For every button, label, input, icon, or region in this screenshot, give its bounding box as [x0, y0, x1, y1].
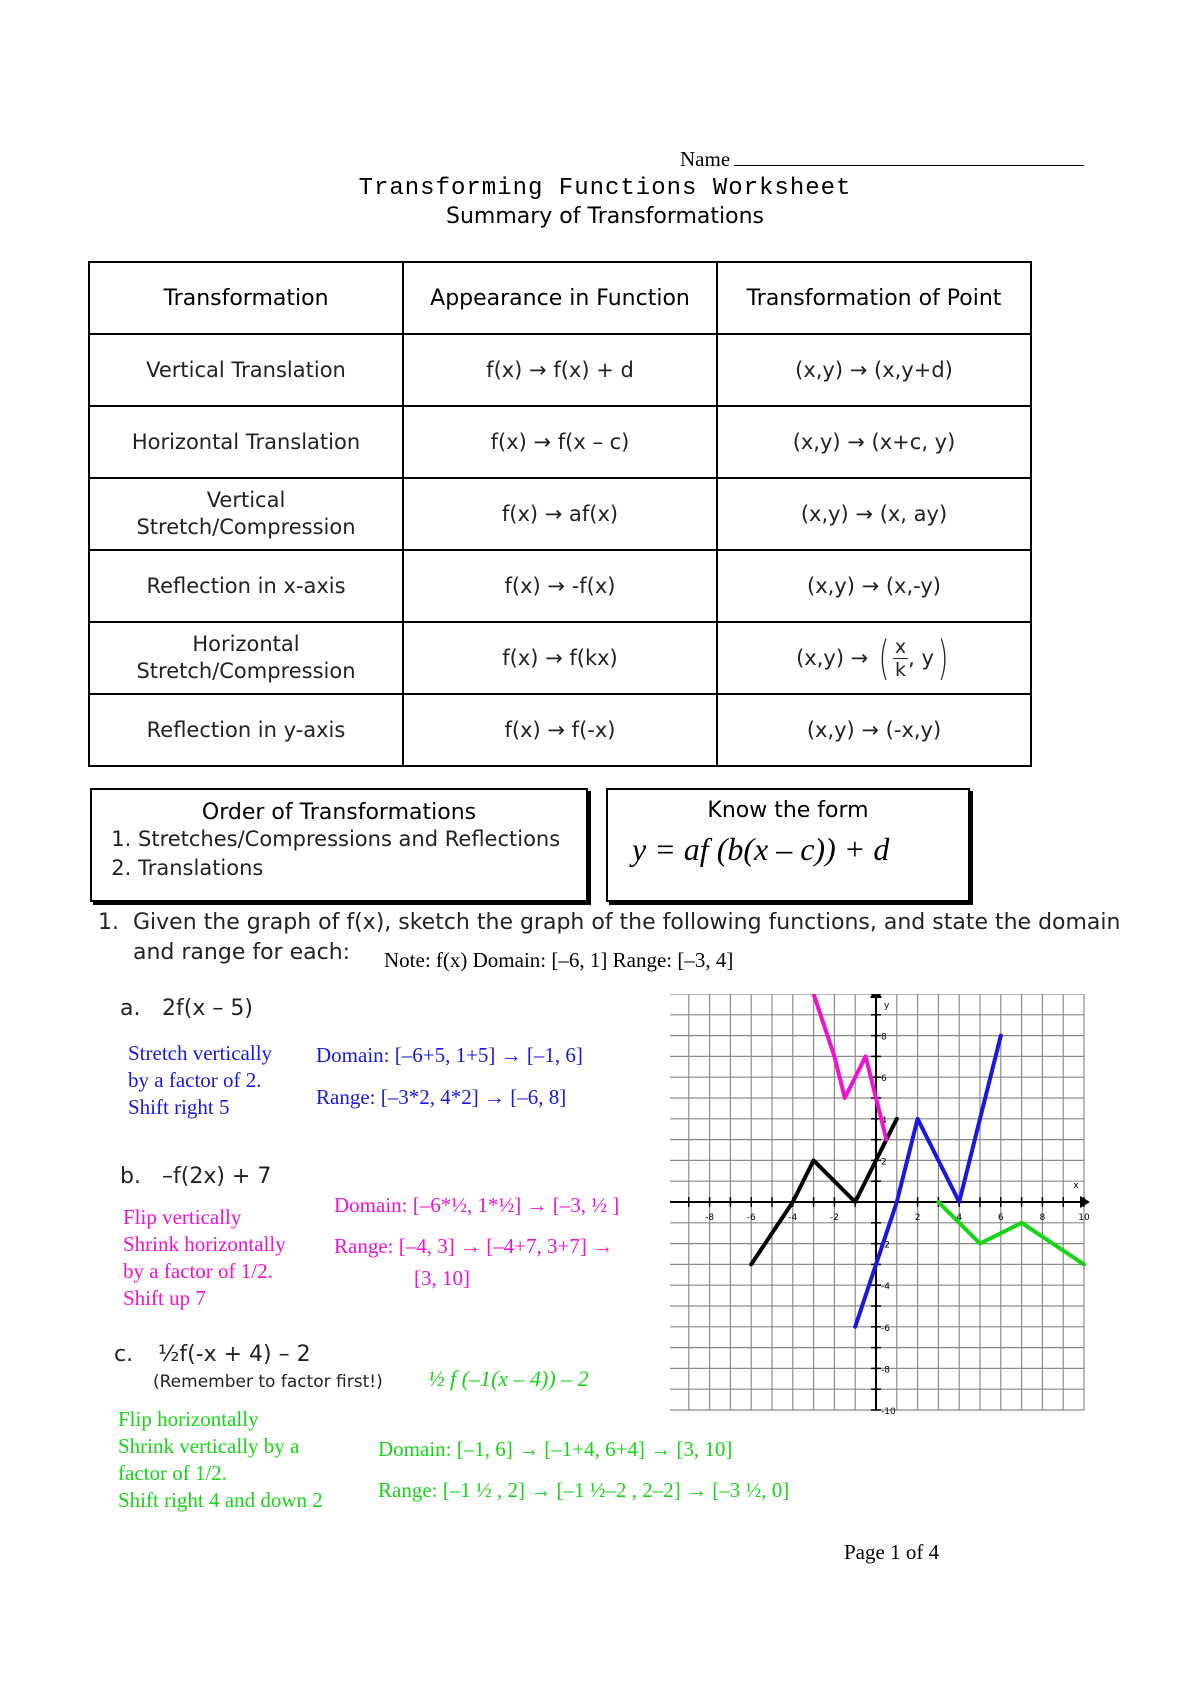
- note-line: Shrink vertically by a: [118, 1434, 300, 1458]
- question-number: 1.: [98, 910, 119, 935]
- header-point: Transformation of Point: [717, 262, 1031, 334]
- left-paren: (: [878, 631, 890, 685]
- part-c-range: Range: [–1 ½ , 2] → [–1 ½–2 , 2–2] → [–3 ½, 0]: [378, 1478, 790, 1502]
- table-row: [89, 550, 1031, 622]
- function-note: Note: f(x) Domain: [–6, 1] Range: [–3, 4]: [384, 948, 734, 972]
- series-line-0: [751, 1119, 897, 1265]
- name-field[interactable]: [680, 145, 1084, 172]
- part-a-range: Range: [–3*2, 4*2] → [–6, 8]: [316, 1085, 567, 1109]
- part-b-range-line1: Range: [–4, 3] → [–4+7, 3+7] →: [334, 1234, 614, 1258]
- part-c-reminder: (Remember to factor first!): [153, 1372, 383, 1392]
- page-number: Page 1 of 4: [844, 1540, 940, 1564]
- cell-appearance: f(x) → f(x – c): [403, 406, 717, 478]
- table-header-row: [89, 262, 1031, 334]
- note-line: Shift right 5: [128, 1095, 230, 1119]
- note-line: Flip horizontally: [118, 1407, 259, 1431]
- cell-appearance: f(x) → f(kx): [403, 622, 717, 694]
- cell-appearance: f(x) → -f(x): [403, 550, 717, 622]
- list-item: 2. Translations: [138, 854, 586, 883]
- worksheet-subtitle: Summary of Transformations: [445, 204, 765, 229]
- x-tick-label: -8: [705, 1213, 715, 1223]
- table-row: [89, 334, 1031, 406]
- cell-point: (x,y) → (x,-y): [717, 550, 1031, 622]
- cell-line: Horizontal: [192, 632, 300, 656]
- note-line: by a factor of 1/2.: [123, 1259, 273, 1283]
- x-tick-label: 2: [914, 1213, 921, 1223]
- note-line: Shift right 4 and down 2: [118, 1488, 323, 1512]
- cell-line: Stretch/Compression: [136, 515, 356, 539]
- x-axis-label: x: [1073, 1181, 1079, 1191]
- part-a-notes: [128, 1040, 272, 1121]
- table-row: [89, 622, 1031, 694]
- y-tick-label: -10: [881, 1407, 896, 1417]
- part-b-notes: [123, 1204, 286, 1312]
- fraction-denominator: k: [895, 658, 907, 681]
- point-prefix: (x,y) →: [796, 645, 869, 670]
- part-b-label: b.: [120, 1164, 141, 1189]
- x-tick-label: 6: [997, 1213, 1004, 1223]
- x-tick-label: -6: [746, 1213, 756, 1223]
- part-c-domain: Domain: [–1, 6] → [–1+4, 6+4] → [3, 10]: [378, 1437, 733, 1461]
- y-tick-label: -8: [881, 1365, 890, 1376]
- name-blank[interactable]: [734, 145, 1084, 166]
- y-tick-label: 4: [881, 1115, 887, 1126]
- y-tick-label: 2: [881, 1157, 887, 1168]
- y-tick-label: 8: [881, 1032, 887, 1043]
- note-line: Stretch vertically: [128, 1041, 273, 1065]
- y-axis-label: y: [884, 1001, 890, 1011]
- header-appearance: Appearance in Function: [403, 262, 717, 334]
- cell-transformation: [89, 478, 403, 550]
- cell-transformation: Reflection in y-axis: [89, 694, 403, 766]
- table-row: [89, 478, 1031, 550]
- y-tick-label: 6: [881, 1074, 887, 1085]
- note-line: by a factor of 2.: [128, 1068, 262, 1092]
- fraction-numerator: x: [894, 635, 907, 658]
- cell-point: [717, 622, 1031, 694]
- y-tick-label: -2: [881, 1240, 890, 1251]
- order-of-transformations-box: [90, 788, 588, 902]
- name-label: Name: [680, 147, 731, 171]
- note-line: Shrink horizontally: [123, 1232, 286, 1256]
- y-tick-label: -4: [881, 1282, 890, 1293]
- x-tick-label: 10: [1078, 1213, 1090, 1223]
- know-the-form-box: [606, 788, 970, 902]
- note-line: factor of 1/2.: [118, 1461, 228, 1485]
- y-tick-label: -6: [881, 1323, 890, 1334]
- question-text-line1: Given the graph of f(x), sketch the graph of the following functions, and state the domain: [133, 910, 1121, 935]
- question-text-line2: and range for each:: [133, 940, 351, 965]
- part-c-factored-form: ½ f (–1(x – 4)) – 2: [428, 1366, 589, 1391]
- header-transformation: Transformation: [89, 262, 403, 334]
- cell-transformation: [89, 622, 403, 694]
- graph-tick-labels: [705, 1001, 1090, 1417]
- cell-point: (x,y) → (x, ay): [717, 478, 1031, 550]
- cell-appearance: f(x) → f(x) + d: [403, 334, 717, 406]
- part-c-label: c.: [114, 1342, 134, 1367]
- cell-point: (x,y) → (x,y+d): [717, 334, 1031, 406]
- cell-point: (x,y) → (-x,y): [717, 694, 1031, 766]
- part-b-expression: –f(2x) + 7: [162, 1164, 272, 1189]
- cell-point: (x,y) → (x+c, y): [717, 406, 1031, 478]
- part-a-label: a.: [120, 996, 141, 1021]
- order-list: [92, 825, 586, 883]
- part-c-notes: [118, 1406, 323, 1514]
- form-box-title: Know the form: [707, 798, 869, 823]
- order-box-title: Order of Transformations: [201, 800, 477, 825]
- cell-line: Vertical: [206, 488, 286, 512]
- part-a-expression: 2f(x – 5): [162, 996, 253, 1021]
- x-tick-label: 8: [1039, 1213, 1046, 1223]
- cell-appearance: f(x) → f(-x): [403, 694, 717, 766]
- x-tick-label: -2: [829, 1213, 839, 1223]
- list-item: 1. Stretches/Compressions and Reflections: [138, 825, 586, 854]
- general-form-formula: y = af (b(x – c)) + d: [632, 831, 890, 867]
- x-tick-label: -4: [788, 1213, 798, 1223]
- fraction: [893, 636, 908, 681]
- worksheet-title: Transforming Functions Worksheet: [358, 175, 852, 202]
- cell-line: Stretch/Compression: [136, 659, 356, 683]
- x-axis-arrow: [1080, 1196, 1090, 1208]
- series-line-3: [938, 1202, 1084, 1264]
- note-line: Flip vertically: [123, 1205, 242, 1229]
- part-b-domain: Domain: [–6*½, 1*½] → [–3, ½ ]: [334, 1193, 620, 1217]
- x-tick-label: 4: [956, 1213, 963, 1223]
- part-b-range-line2: [3, 10]: [414, 1266, 470, 1290]
- right-paren: ): [937, 631, 949, 685]
- part-a-domain: Domain: [–6+5, 1+5] → [–1, 6]: [316, 1043, 583, 1067]
- note-line: Shift up 7: [123, 1286, 206, 1310]
- cell-transformation: Vertical Translation: [89, 334, 403, 406]
- table-row: [89, 406, 1031, 478]
- cell-transformation: Horizontal Translation: [89, 406, 403, 478]
- coordinate-graph: [670, 994, 1090, 1418]
- cell-transformation: Reflection in x-axis: [89, 550, 403, 622]
- point-suffix: , y: [908, 645, 934, 670]
- summary-table: [88, 261, 1032, 767]
- part-c-expression: ½f(-x + 4) – 2: [158, 1342, 311, 1367]
- cell-appearance: f(x) → af(x): [403, 478, 717, 550]
- table-row: [89, 694, 1031, 766]
- point-fraction-expression: [796, 631, 952, 685]
